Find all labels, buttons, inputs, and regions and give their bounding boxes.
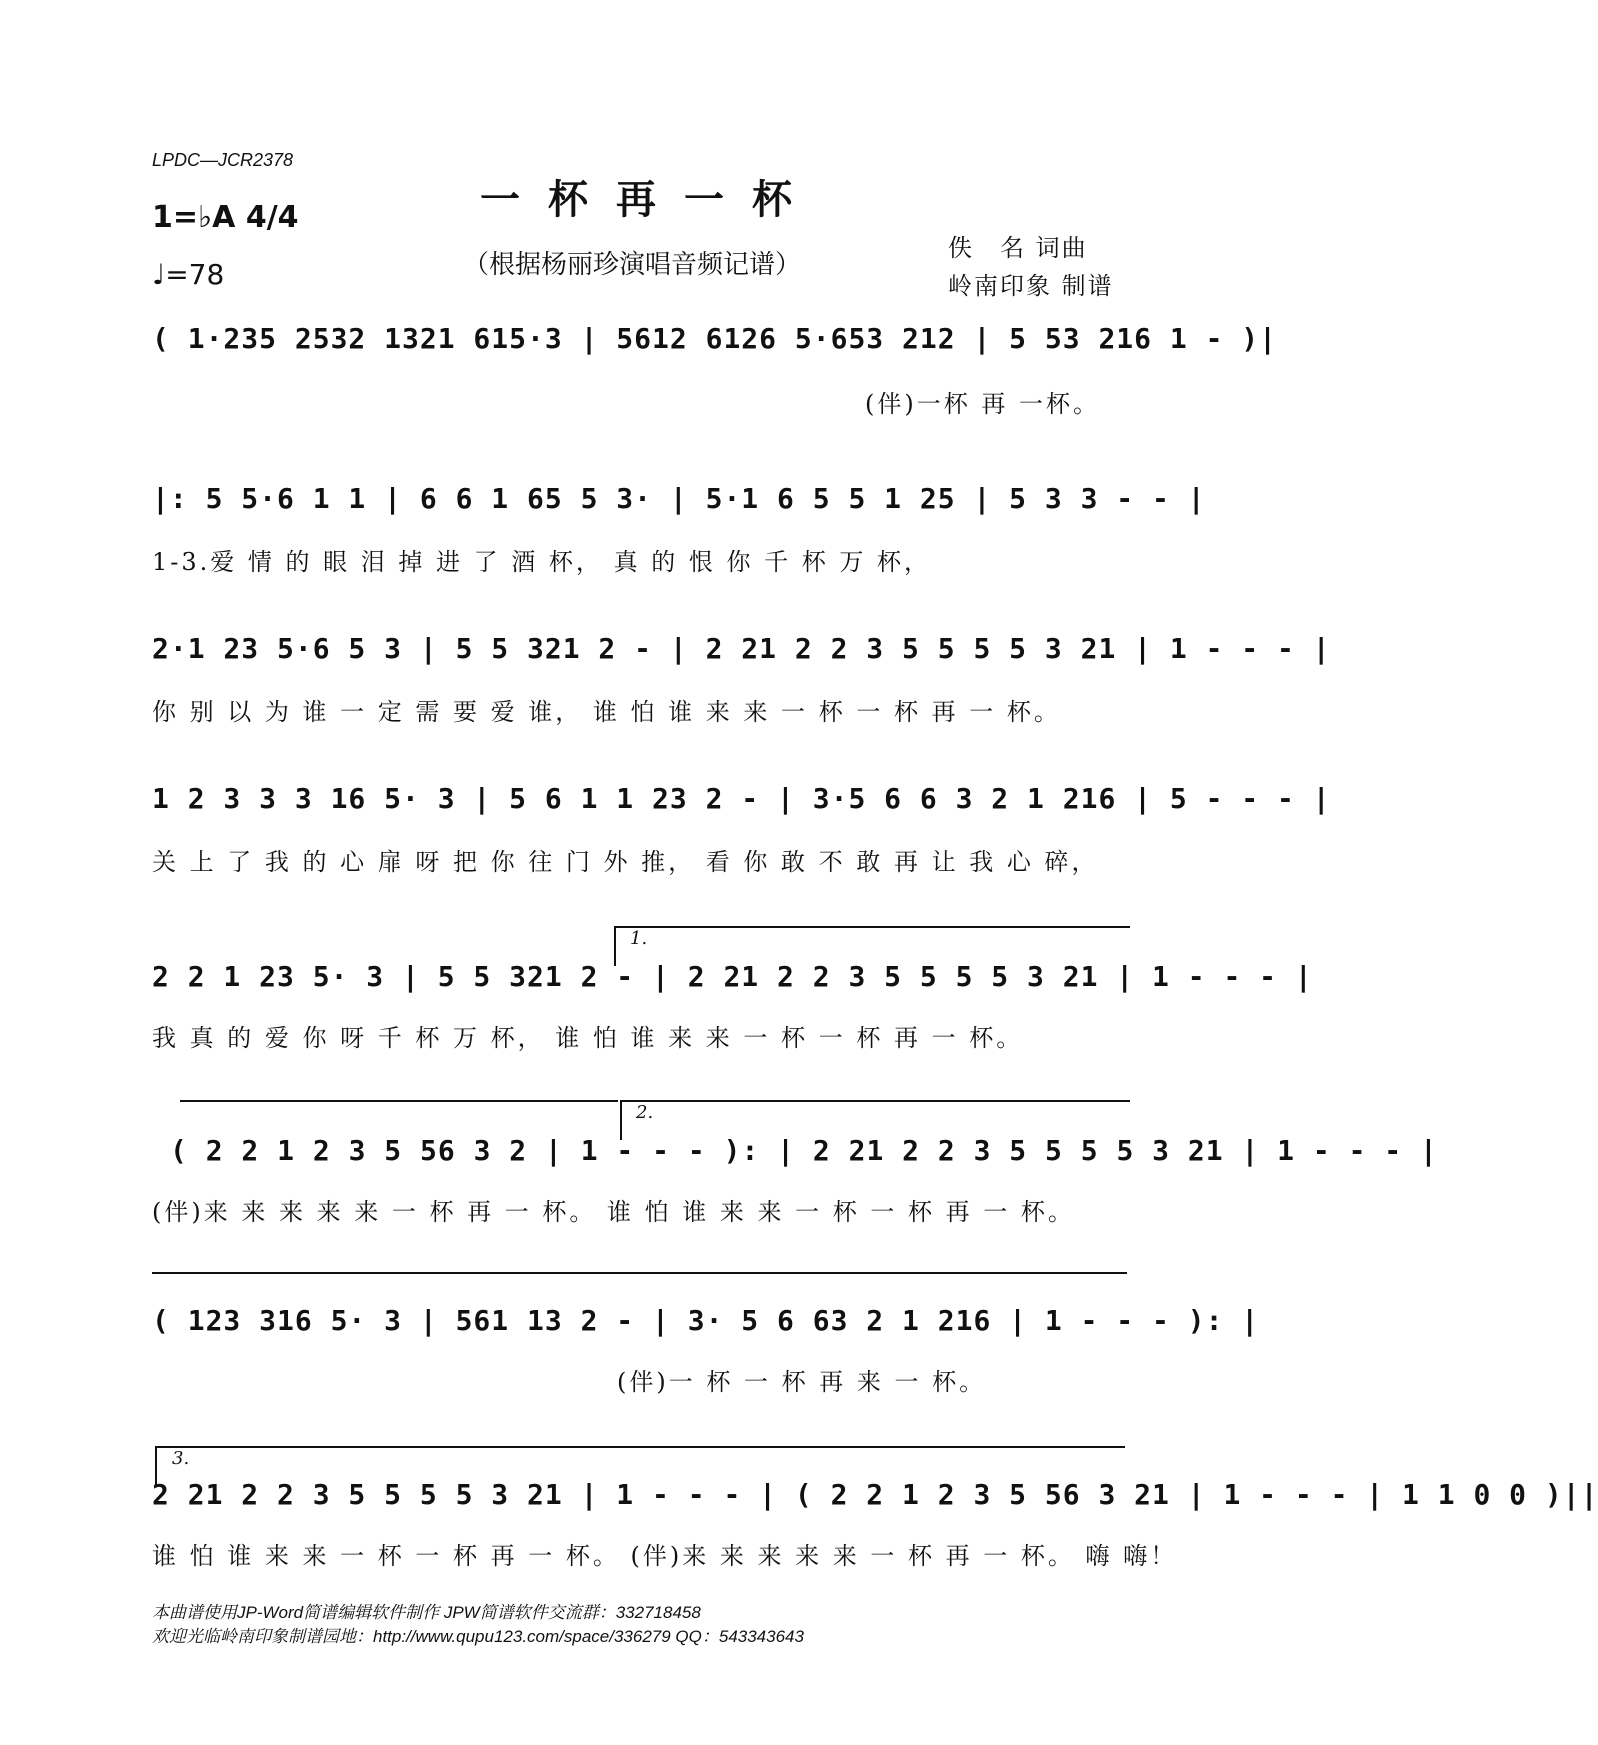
score-row-3-notes: 2·1 23 5·6 5 3 | 5 5 321 2 - | 2 21 2 2 3 5 5 5 5 3 21 | 1 - - - | <box>152 632 1331 665</box>
score-row-8-notes: 2 21 2 2 3 5 5 5 5 3 21 | 1 - - - | ( 2 2 1 2 3 5 56 3 21 | 1 - - - | 1 1 0 0 )|| <box>152 1478 1598 1511</box>
score-row-2-notes: |: 5 5·6 1 1 | 6 6 1 65 5 3· | 5·1 6 5 5 1 25 | 5 3 3 - - | <box>152 482 1206 515</box>
tempo-marking: ♩=78 <box>152 258 225 291</box>
credit-arranger: 岭南印象 制谱 <box>948 272 1114 300</box>
score-row-2-lyrics: 1-3.爱 情 的 眼 泪 掉 进 了 酒 杯， 真 的 恨 你 千 杯 万 杯， <box>152 548 931 576</box>
song-title: 一杯再一杯 <box>480 176 820 223</box>
volta-bracket-2 <box>620 1100 1130 1102</box>
repeat-span-line-2 <box>152 1272 1127 1274</box>
footer-website-note: 欢迎光临岭南印象制谱园地：http://www.qupu123.com/space/336279 QQ：543343643 <box>152 1627 804 1646</box>
score-row-1-lyrics: (伴)一杯 再 一杯。 <box>865 390 1100 418</box>
score-row-1-notes: ( 1·235 2532 1321 615·3 | 5612 6126 5·653 212 | 5 53 216 1 - )| <box>152 322 1278 355</box>
volta-bracket-3 <box>155 1446 1125 1448</box>
score-row-3-lyrics: 你 别 以 为 谁 一 定 需 要 爱 谁， 谁 怕 谁 来 来 一 杯 一 杯 再 一 杯。 <box>152 698 1061 726</box>
score-row-4-notes: 1 2 3 3 3 16 5· 3 | 5 6 1 1 23 2 - | 3·5 6 6 3 2 1 216 | 5 - - - | <box>152 782 1331 815</box>
repeat-span-line <box>180 1100 618 1102</box>
score-row-6-notes: ( 2 2 1 2 3 5 56 3 2 | 1 - - - ): | 2 21 2 2 3 5 5 5 5 3 21 | 1 - - - | <box>170 1134 1438 1167</box>
catalog-number: LPDC—JCR2378 <box>152 150 294 170</box>
score-row-5-notes: 2 2 1 23 5· 3 | 5 5 321 2 - | 2 21 2 2 3 5 5 5 5 3 21 | 1 - - - | <box>152 960 1313 993</box>
volta-bracket-1 <box>615 926 1130 928</box>
footer-software-note: 本曲谱使用JP-Word简谱编辑软件制作 JPW简谱软件交流群：332718458 <box>152 1603 701 1622</box>
song-subtitle: （根据杨丽珍演唱音频记谱） <box>463 250 802 280</box>
score-row-7-lyrics: (伴)一 杯 一 杯 再 来 一 杯。 <box>617 1368 987 1396</box>
score-row-8-lyrics: 谁 怕 谁 来 来 一 杯 一 杯 再 一 杯。 (伴)来 来 来 来 来 一 杯 再 一 杯。 嗨 嗨！ <box>152 1542 1178 1570</box>
volta-label-1: 1. <box>630 928 648 949</box>
score-row-7-notes: ( 123 316 5· 3 | 561 13 2 - | 3· 5 6 63 2 1 216 | 1 - - - ): | <box>152 1304 1260 1337</box>
score-row-6-lyrics: (伴)来 来 来 来 来 一 杯 再 一 杯。 谁 怕 谁 来 来 一 杯 一 杯 再 一 杯。 <box>152 1198 1075 1226</box>
key-signature: 1=♭A 4/4 <box>152 200 299 235</box>
credit-lyrics-music: 佚 名 词曲 <box>948 234 1088 262</box>
volta-label-2: 2. <box>636 1102 654 1123</box>
volta-label-3: 3. <box>172 1448 190 1469</box>
score-row-4-lyrics: 关 上 了 我 的 心 扉 呀 把 你 往 门 外 推， 看 你 敢 不 敢 再 让 我 心 碎， <box>152 848 1099 876</box>
score-row-5-lyrics: 我 真 的 爱 你 呀 千 杯 万 杯， 谁 怕 谁 来 来 一 杯 一 杯 再 一 杯。 <box>152 1024 1024 1052</box>
